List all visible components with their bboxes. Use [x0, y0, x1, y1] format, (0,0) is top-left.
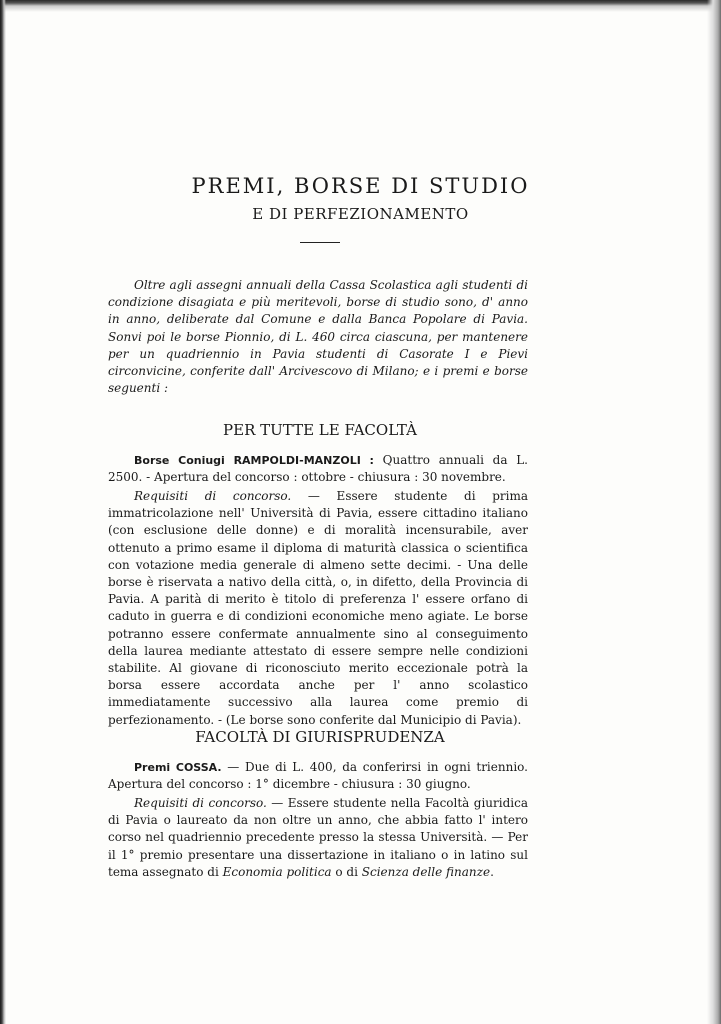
- cossa-subject-economia: Economia politica: [222, 864, 332, 879]
- title-divider: [300, 242, 340, 243]
- rampoldi-manzoli-terms: Quattro annuali da L. 2500. - Apertura del concorso : ottobre - chiusura : 30 novembre.: [108, 453, 528, 485]
- section-heading-all-faculties: PER TUTTE LE FACOLTÀ: [223, 421, 417, 439]
- intro-paragraph: Oltre agli assegni annuali della Cassa Scolastica agli studenti di condizione disagiata e più meritevoli, borse di studio sono, d' anno in anno, deliberate dal Comune e dalla Banca Popolare di Pavia. Sonvi poi le borse Pionnio, di L. 460 circa ciascuna, per mantenere per un quadriennio in Pavia studenti di Casorate I e Pievi circonvicine, conferite dall' Arcivescovo di Milano; e i premi e borse seguenti :: [108, 278, 528, 396]
- rampoldi-manzoli-paragraph: [108, 452, 528, 486]
- page-subtitle: E DI PERFEZIONAMENTO: [252, 205, 469, 223]
- cossa-requirements-text-c: .: [490, 864, 494, 879]
- requirements-text: — Essere studente di prima immatricolazione nell' Università di Pavia, essere cittadino italiano (con esclusione delle donne) e di moralità incensurabile, aver ottenuto a primo esame il diploma di maturità classica o scientifica con votazione media generale di almeno sette decimi. - Una delle borse è riservata a nativo della città, o, in difetto, della Provincia di Pavia. A parità di merito è titolo di preferenza l' essere orfano di caduto in guerra e di condizioni economiche meno agiate. Le borse potranno essere confermate annualmente sino al conseguimento della laurea mediante attestato di essere sempre nelle condizioni stabilite. Al giovane di riconosciuto merito eccezionale potrà la borsa essere accordata anche per l' anno scolastico immediatamente successivo alla laurea come premio di perfezionamento. - (Le borse sono conferite dal Municipio di Pavia).: [108, 489, 529, 727]
- page-edge-left: [0, 0, 6, 1024]
- cossa-terms: — Due di L. 400, da conferirsi in ogni triennio. Apertura del concorso : 1° dicembre - chiusura : 30 giugno.: [108, 760, 528, 792]
- cossa-requirements-label: Requisiti di concorso.: [134, 796, 267, 810]
- page-edge-right: [707, 0, 721, 1024]
- cossa-paragraph: [108, 759, 528, 793]
- cossa-lead: Premi COSSA.: [134, 761, 222, 774]
- cossa-subject-finanze: Scienza delle finanze: [361, 864, 491, 879]
- cossa-requirements-text-a: — Essere studente nella Facoltà giuridica di Pavia o laureato da non oltre un anno, che abbia fatto l' intero corso nel quadriennio precedente presso la stessa Università. — Per il 1° premio presentare una dissertazione in italiano o in latino sul tema assegnato di: [108, 796, 528, 879]
- rampoldi-manzoli-lead: Borse Coniugi RAMPOLDI-MANZOLI :: [134, 454, 374, 467]
- rampoldi-manzoli-requirements: [108, 488, 528, 729]
- page-title: PREMI, BORSE DI STUDIO: [191, 174, 530, 198]
- section-heading-law-faculty: FACOLTÀ DI GIURISPRUDENZA: [195, 728, 445, 746]
- requirements-label: Requisiti di concorso.: [134, 489, 292, 503]
- cossa-requirements-text-b: o di: [331, 864, 362, 879]
- cossa-requirements: [108, 795, 528, 881]
- page-edge-top: [0, 0, 721, 12]
